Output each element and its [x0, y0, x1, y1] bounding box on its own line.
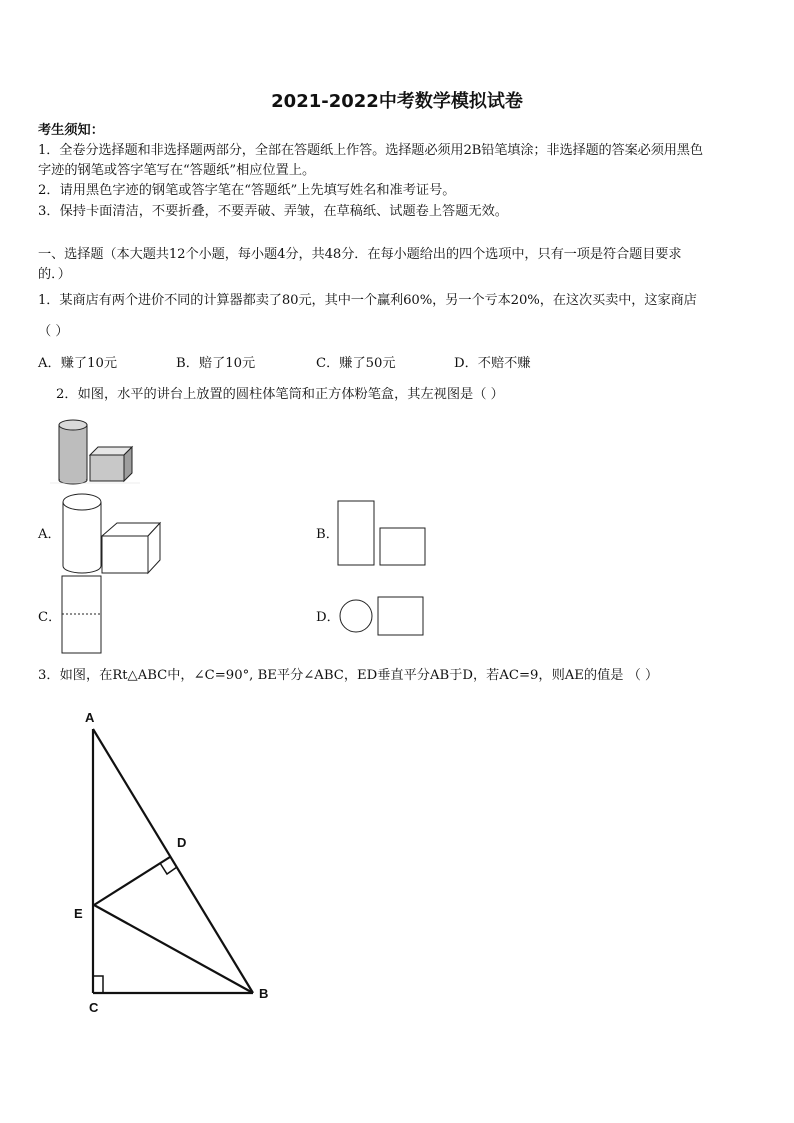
segment-ab: [93, 729, 253, 993]
notice-line-1a: 1．全卷分选择题和非选择题两部分，全部在答题纸上作答。选择题必须用2B铅笔填涂；非选择题的答案必须用黑色: [38, 143, 703, 158]
q1-answer-paren: （ ）: [38, 324, 69, 339]
point-label-c: C: [89, 1000, 99, 1015]
section1-heading-b: 的．）: [38, 267, 71, 282]
q3-stem: 3．如图，在Rt△ABC中，∠C=90°, BE平分∠ABC，ED垂直平分AB于D，若AC=9，则AE的值是 （ ）: [38, 668, 659, 683]
point-label-e: E: [74, 906, 83, 921]
point-label-d: D: [177, 835, 187, 850]
q2-stem: 2．如图，水平的讲台上放置的圆柱体笔筒和正方体粉笔盒，其左视图是（ ）: [56, 387, 504, 402]
q1-option-d: D．不赔不赚: [454, 356, 531, 371]
q2-option-a-label: A．: [38, 527, 61, 542]
q1-option-b: B．赔了10元: [176, 356, 256, 371]
segment-ed: [94, 857, 170, 905]
point-label-a: A: [85, 710, 95, 725]
q1-option-a: A．赚了10元: [38, 356, 118, 371]
notice-heading: 考生须知：: [38, 123, 104, 138]
q2-option-c-label: C．: [38, 610, 62, 625]
point-label-b: B: [259, 986, 269, 1001]
notice-line-2: 2．请用黑色字迹的钢笔或答字笔在“答题纸”上先填写姓名和准考证号。: [38, 183, 456, 198]
q2-option-b-label: B．: [316, 527, 339, 542]
q1-stem: 1．某商店有两个进价不同的计算器都卖了80元，其中一个赢利60%，另一个亏本20%，在这次买卖中，这家商店: [38, 293, 697, 308]
section1-heading-a: 一、选择题（本大题共12个小题，每小题4分，共48分．在每小题给出的四个选项中，只有一项是符合题目要求: [38, 247, 682, 262]
right-angle-mark-c: [93, 976, 103, 993]
segment-eb: [94, 905, 253, 993]
q1-option-c: C．赚了50元: [316, 356, 396, 371]
notice-line-3: 3．保持卡面清洁，不要折叠，不要弄破、弄皱，在草稿纸、试题卷上答题无效。: [38, 204, 508, 219]
q2-option-d-label: D．: [316, 610, 340, 625]
page-title: 2021-2022中考数学模拟试卷: [271, 91, 523, 112]
notice-line-1b: 字迹的钢笔或答字笔写在“答题纸”相应位置上。: [38, 163, 316, 178]
